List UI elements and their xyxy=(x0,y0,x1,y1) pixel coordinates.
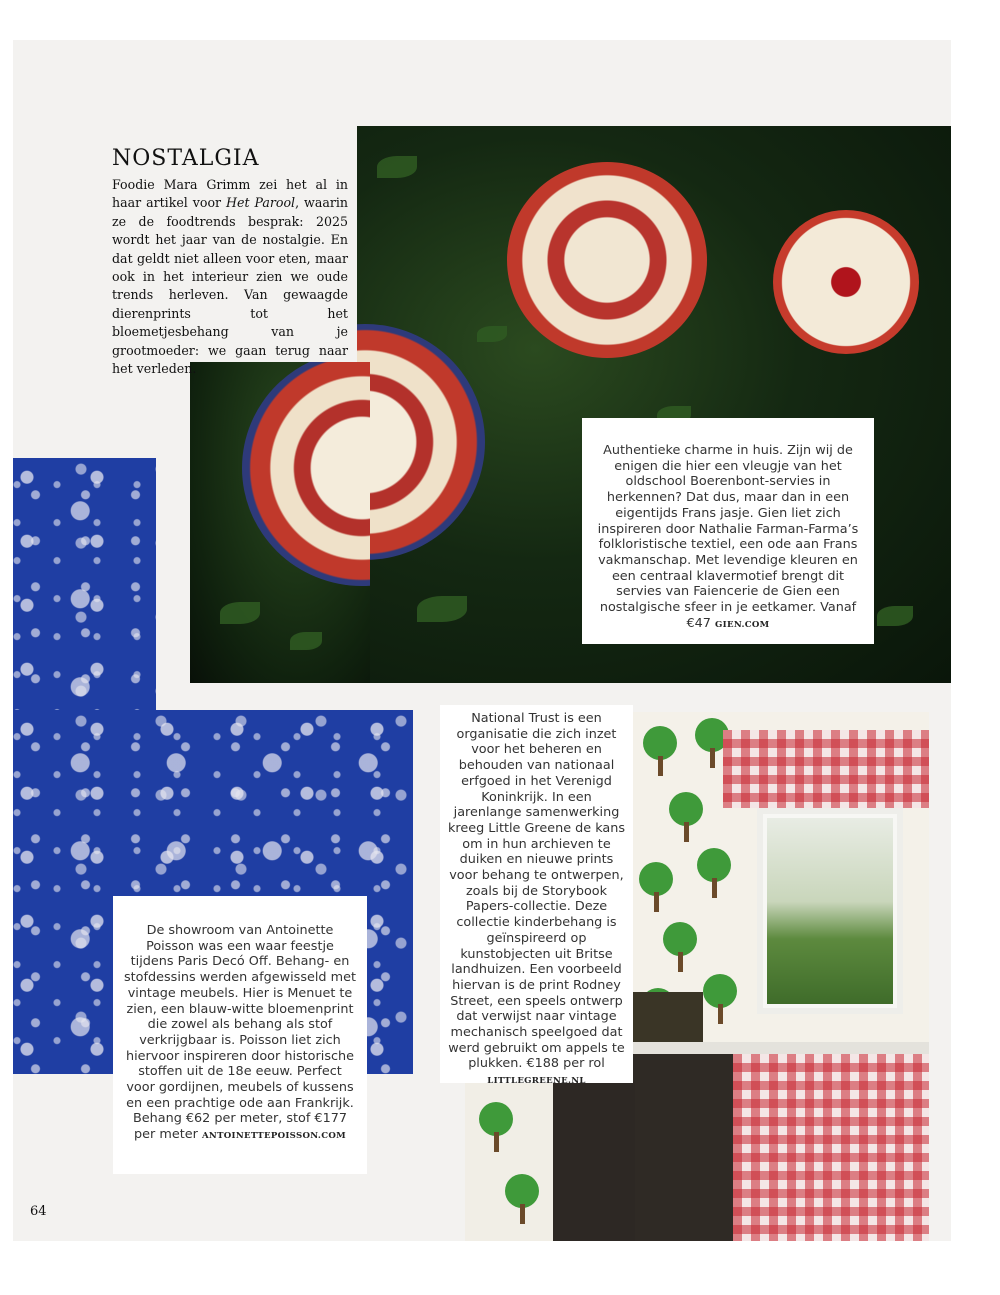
article-intro: Foodie Mara Grimm zei het al in haar artikel voor Het Parool, waarin ze de foodtrends besprak: 2025 wordt het jaar van de nostalgie. En dat geldt niet alleen voor eten, maar ook in het interieur zien we oude trends herleven. Van gewaagde dierenprints tot het bloemetjesbehang van je grootmoeder: we gaan terug naar het verleden. xyxy=(112,177,348,377)
plate-folk-pattern xyxy=(507,162,707,358)
source-link-poisson[interactable]: ANTOINETTEPOISSON.COM xyxy=(201,1131,346,1142)
magazine-page xyxy=(13,40,951,1241)
caption-poisson: De showroom van Antoinette Poisson was een waar feestje tijdens Paris Decó Off. Behang- en stofdessins werden afgewisseld met vintage meubels. Hier is Menuet te zien, een blauw-witte bloemenprint die zowel als behang als stof verkrijgbaar is. Poisson liet zich hiervoor inspireren door historische stoffen uit de 18e eeuw. Perfect voor gordijnen, meubels of kussens en een prachtige ode aan Frankrijk. Behang €62 per meter, stof €177 per meter ANTOINETTEPOISSON.COM xyxy=(124,923,356,1143)
plate-stack xyxy=(357,324,485,560)
article-title: NOSTALGIA xyxy=(112,146,260,171)
countertop xyxy=(633,1042,929,1054)
plate-with-cherries xyxy=(773,210,919,354)
caption-box-gien xyxy=(582,418,874,644)
dinnerware-photo-lower xyxy=(190,362,370,683)
caption-box-poisson xyxy=(113,896,367,1174)
source-link-gien[interactable]: GIEN.COM xyxy=(715,619,770,630)
source-link-littlegreene[interactable]: LITTLEGREENE.NL xyxy=(487,1076,586,1087)
page-number: 64 xyxy=(30,1204,47,1219)
gingham-valance xyxy=(723,730,929,808)
caption-littlegreene: National Trust is een organisatie die zich inzet voor het beheren en behouden van nationaal erfgoed in het Verenigd Koninkrijk. In een jarenlange samenwerking kreeg Little Greene de kans om in hun archieven te duiken en nieuwe prints voor behang te ontwerpen, zoals bij de Storybook Papers-collectie. Deze collectie kinderbehang is geïnspireerd op kunstobjecten uit Britse landhuizen. Een voorbeeld hiervan is de print Rodney Street, een speels ontwerp dat verwijst naar vintage mechanisch speelgoed dat werd gebruikt om appels te plukken. €188 per rol LITTLEGREENE.NL xyxy=(447,711,626,1087)
window xyxy=(757,808,903,1014)
kitchen-left-photo xyxy=(465,1082,635,1241)
caption-gien: Authentieke charme in huis. Zijn wij de enigen die hier een vleugje van het oldschool Boerenbont-servies in herkennen? Dat dus, maar dan in een eigentijds Frans jasje. Gien liet zich inspireren door Nathalie Farman-Farma’s folkloristische textiel, een ode aan Frans vakmanschap. Met levendige kleuren en een centraal klavermotief brengt dit servies van Faiencerie de Gien een nostalgische sfeer in je eetkamer. Vanaf €47 GIEN.COM xyxy=(597,443,859,631)
kitchen-tree-wallpaper-photo xyxy=(633,712,929,1241)
publication-name: Het Parool xyxy=(226,195,296,211)
caption-box-littlegreene xyxy=(440,705,633,1087)
cabinet xyxy=(633,1054,733,1241)
dark-cabinet xyxy=(553,1082,635,1241)
apple-crate xyxy=(633,992,703,1042)
gingham-sink-curtain xyxy=(733,1054,929,1241)
blue-floral-wallpaper-photo xyxy=(13,458,156,730)
